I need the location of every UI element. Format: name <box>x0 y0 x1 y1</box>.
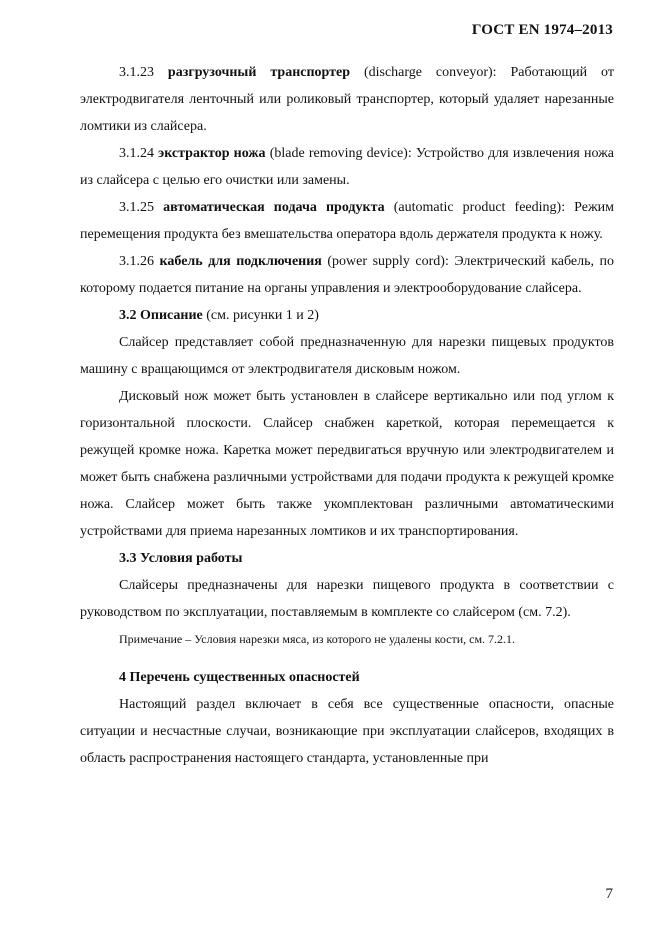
term: кабель для подключения <box>159 254 322 269</box>
section-3-2-paragraph-2: Дисковый нож может быть установлен в слайсере вертикально или под углом к горизонтальной плоскости. Слайсер снабжен кареткой, которая перемещается к режущей кромке ножа. Каретка может передвигаться вручную или электродвигателем и может быть снабжена различными устройствами для подачи продукта к режущей кромке ножа. Слайсер может быть также укомплектован различными автоматическими устройствами для приема нарезанных ломтиков и их транспортирования. <box>80 389 614 539</box>
definition-3-1-24 <box>80 140 614 194</box>
term: автоматическая подача продукта <box>163 200 385 215</box>
term: экстрактор ножа <box>158 146 266 161</box>
definition-text: (discharge conveyor): Работающий от электродвигателя ленточный или роликовый транспортер, который удаляет нарезанные ломтики из слайсера. <box>80 65 614 134</box>
definition-3-1-23 <box>80 59 614 140</box>
section-title: 3.3 Условия работы <box>119 551 243 566</box>
page-number: 7 <box>605 886 613 902</box>
section-reference: (см. рисунки 1 и 2) <box>202 308 319 323</box>
standard-header: ГОСТ EN 1974–2013 <box>471 22 613 38</box>
section-4-heading <box>80 664 614 691</box>
term: разгрузочный транспортер <box>167 65 351 80</box>
document-body <box>80 59 614 772</box>
clause-number: 3.1.23 <box>119 65 168 80</box>
definition-3-1-26 <box>80 248 614 302</box>
clause-number: 3.1.25 <box>119 200 164 215</box>
definition-3-1-25 <box>80 194 614 248</box>
note: Примечание – Условия нарезки мяса, из которого не удалены кости, см. 7.2.1. <box>119 632 516 646</box>
clause-number: 3.1.26 <box>119 254 160 269</box>
definition-text: (blade removing device): Устройство для извлечения ножа из слайсера с целью его очистки или замены. <box>80 146 614 188</box>
section-3-3-heading <box>80 545 614 572</box>
definition-text: (automatic product feeding): Режим перемещения продукта без вмешательства оператора вдоль держателя продукта к ножу. <box>80 200 615 242</box>
section-3-2-paragraph-1: Слайсер представляет собой предназначенную для нарезки пищевых продуктов машину с вращающимся от электродвигателя дисковым ножом. <box>80 335 614 377</box>
section-3-2-heading <box>80 302 614 329</box>
section-title: 4 Перечень существенных опасностей <box>119 670 360 685</box>
section-4-paragraph-1: Настоящий раздел включает в себя все существенные опасности, опасные ситуации и несчастные случаи, возникающие при эксплуатации слайсеров, входящих в область распространения настоящего стандарта, установленные при <box>80 697 614 766</box>
section-title: 3.2 Описание <box>119 308 203 323</box>
section-3-3-paragraph-1: Слайсеры предназначены для нарезки пищевого продукта в соответствии с руководством по эксплуатации, поставляемым в комплекте со слайсером (см. 7.2). <box>80 578 614 620</box>
clause-number: 3.1.24 <box>119 146 159 161</box>
definition-text: (power supply cord): Электрический кабель, по которому подается питание на органы управления и электрооборудование слайсера. <box>80 254 614 296</box>
